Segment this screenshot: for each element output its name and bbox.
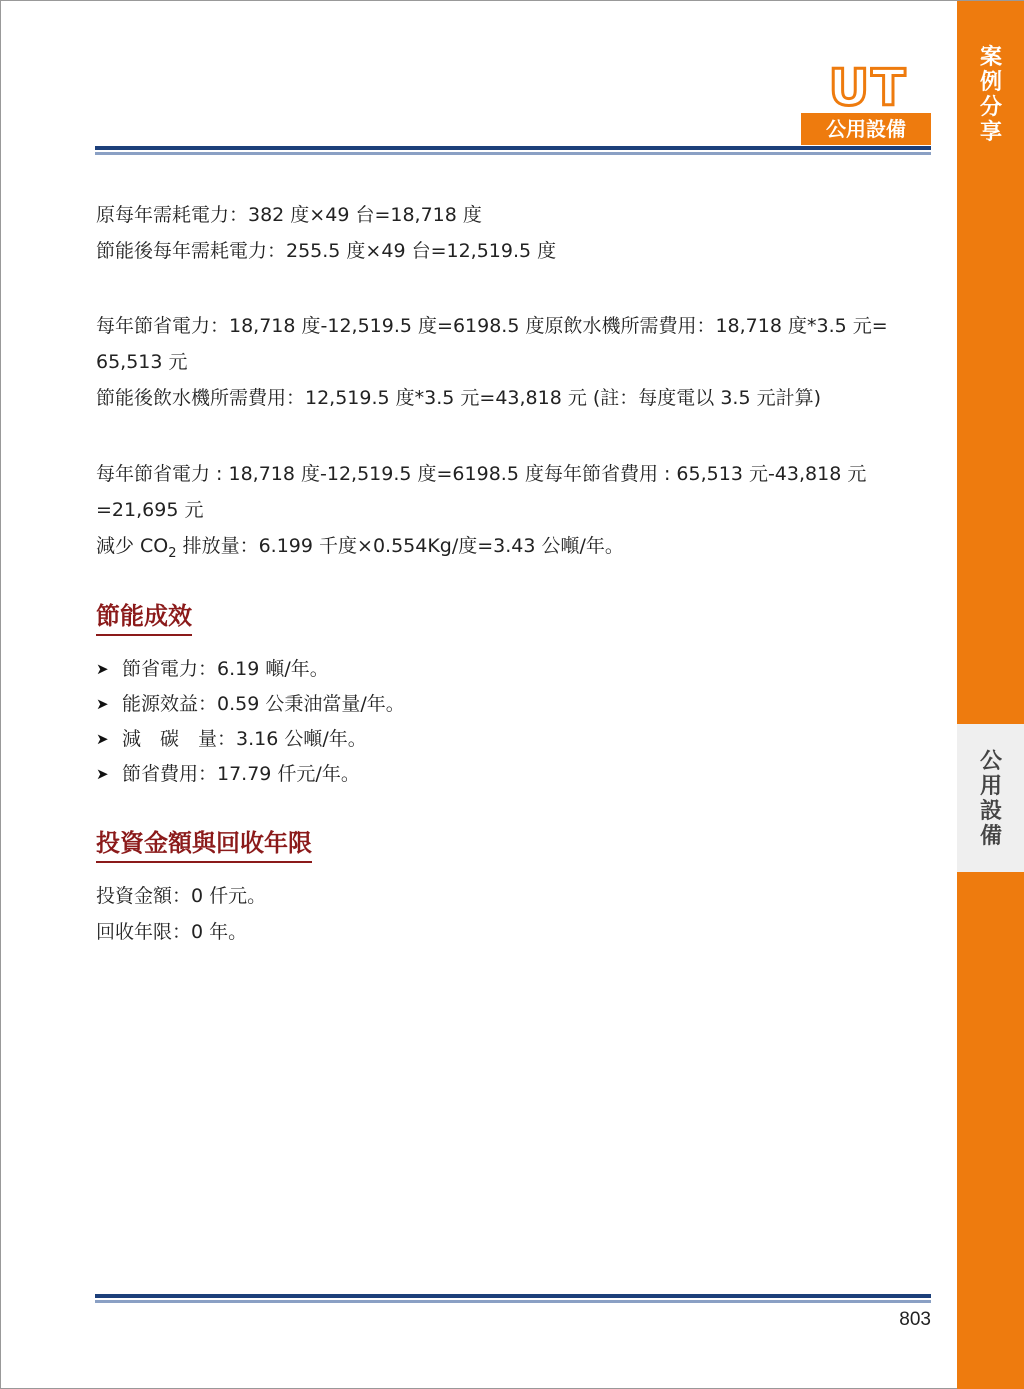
investment-amount: 投資金額：0 仟元。 (96, 885, 267, 907)
calc-line-annual-saving: 每年節省電力：18,718 度-12,519.5 度=6198.5 度原飲水機所需費用：18,718 度*3.5 元= 65,513 元 (96, 315, 888, 373)
calc-block-3 (96, 456, 932, 572)
investment-block (96, 878, 936, 950)
logo-category-tag: 公用設備 (801, 113, 931, 145)
calc-line-annual-cost-saving: 每年節省電力 : 18,718 度-12,519.5 度=6198.5 度每年節省費用 : 65,513 元-43,818 元 =21,695 元 (96, 463, 867, 521)
arrow-bullet-icon: ➤ (96, 730, 109, 748)
arrow-bullet-icon: ➤ (96, 660, 109, 678)
footer-rule (95, 1294, 931, 1303)
list-item: ➤ 節省電力：6.19 噸/年。 (96, 652, 405, 687)
sidebar-section-label: 公 用 設 備 (979, 749, 1002, 849)
calc-line-original-power: 原每年需耗電力：382 度×49 台=18,718 度 (96, 204, 482, 226)
calc-line-saved-power: 節能後每年需耗電力：255.5 度×49 台=12,519.5 度 (96, 240, 557, 262)
results-heading: 節能成效 (96, 601, 192, 636)
list-item: ➤ 減 碳 量：3.16 公噸/年。 (96, 722, 405, 757)
payback-period: 回收年限：0 年。 (96, 921, 248, 943)
arrow-bullet-icon: ➤ (96, 765, 109, 783)
header-rule (95, 146, 931, 155)
calc-line-co2-reduction: 減少 $CO_2$ 排放量：6.199 千度×0.554Kg/度=3.43 公噸/年。 (96, 535, 624, 561)
sidebar-case-share-label: 案 例 分 享 (979, 45, 1002, 145)
arrow-bullet-icon: ➤ (96, 695, 109, 713)
list-item: ➤ 節省費用：17.79 仟元/年。 (96, 757, 405, 792)
ut-logo (807, 61, 929, 113)
page-number: 803 (899, 1309, 931, 1330)
svg-text:UT: UT (828, 61, 908, 113)
calc-block-2 (96, 308, 932, 416)
results-list (96, 652, 405, 792)
list-item: ➤ 能源效益：0.59 公秉油當量/年。 (96, 687, 405, 722)
investment-heading: 投資金額與回收年限 (96, 828, 312, 863)
calc-block-1 (96, 197, 936, 269)
calc-line-cost-after: 節能後飲水機所需費用：12,519.5 度*3.5 元=43,818 元 (註：每度電以 3.5 元計算) (96, 387, 822, 409)
sidebar-bottom-band (957, 872, 1024, 1389)
